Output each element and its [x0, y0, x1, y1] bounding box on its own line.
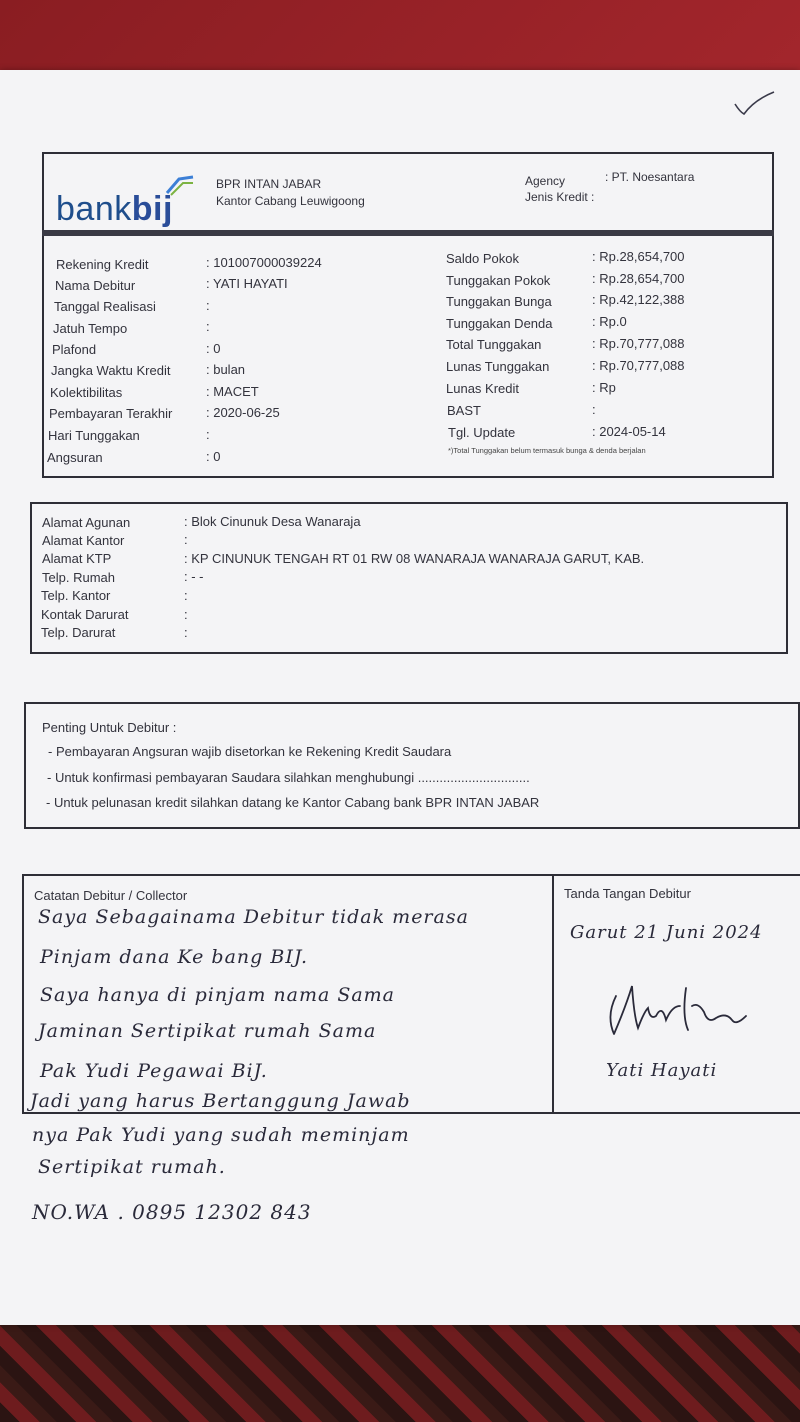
handwritten-line: Pinjam dana Ke bang BIJ. [40, 946, 309, 968]
notes-title: Catatan Debitur / Collector [34, 888, 188, 903]
background-fabric [0, 1320, 800, 1422]
field-value: : [206, 298, 210, 313]
field-label: Pembayaran Terakhir [49, 406, 173, 421]
notice-item: - Untuk konfirmasi pembayaran Saudara silahkan menghubungi ............................... [47, 770, 530, 785]
address-box [30, 502, 788, 654]
field-label: Saldo Pokok [446, 251, 519, 266]
field-label: BAST [447, 403, 481, 418]
notice-item: - Pembayaran Angsuran wajib disetorkan ke Rekening Kredit Saudara [48, 744, 452, 759]
handwritten-line: Jadi yang harus Bertanggung Jawab [30, 1090, 411, 1112]
handwritten-line: Jaminan Sertipikat rumah Sama [38, 1020, 377, 1042]
address-label: Alamat Kantor [42, 533, 125, 548]
logo-text-bank: bank [56, 190, 132, 228]
jenis-kredit-label: Jenis Kredit : [525, 190, 595, 204]
field-value: : [592, 402, 596, 417]
address-label: Telp. Kantor [41, 588, 111, 603]
field-value: : 0 [206, 449, 221, 464]
agency-label: Agency [525, 174, 566, 188]
field-label: Jatuh Tempo [53, 321, 128, 336]
field-value: : 101007000039224 [206, 255, 322, 270]
handwritten-line: nya Pak Yudi yang sudah meminjam [32, 1124, 410, 1146]
address-value: : KP CINUNUK TENGAH RT 01 RW 08 WANARAJA WANARAJA GARUT, KAB. [184, 551, 645, 566]
field-value: : bulan [206, 362, 246, 377]
address-label: Telp. Rumah [42, 570, 115, 585]
address-label: Telp. Darurat [41, 625, 116, 640]
signature-name: Yati Hayati [606, 1060, 718, 1081]
bank-logo [56, 190, 173, 229]
field-label: Total Tunggakan [446, 337, 542, 352]
field-label: Nama Debitur [55, 278, 136, 293]
field-label: Plafond [52, 342, 97, 357]
address-value: : [184, 625, 188, 640]
address-value: : - - [184, 569, 204, 584]
field-label: Hari Tunggakan [48, 428, 140, 443]
field-label: Kolektibilitas [50, 385, 123, 400]
field-label: Jangka Waktu Kredit [51, 363, 171, 378]
field-label: Lunas Tunggakan [446, 359, 550, 374]
field-value: : Rp.28,654,700 [592, 271, 685, 286]
field-value: : Rp [592, 380, 616, 395]
footnote: *)Total Tunggakan belum termasuk bunga & denda berjalan [448, 446, 646, 455]
header-divider [42, 230, 774, 236]
address-label: Alamat KTP [42, 551, 112, 566]
handwritten-line: Pak Yudi Pegawai BiJ. [40, 1060, 268, 1082]
field-label: Tunggakan Denda [446, 316, 553, 331]
check-mark-icon [730, 88, 780, 120]
handwritten-line: Sertipikat rumah. [38, 1156, 226, 1178]
agency-value: : PT. Noesantara [605, 170, 695, 184]
address-value: : [184, 588, 188, 603]
address-label: Kontak Darurat [41, 607, 129, 622]
field-value: : 2020-06-25 [206, 405, 280, 420]
field-value: : Rp.0 [592, 314, 627, 329]
signature-icon [596, 976, 756, 1046]
field-value: : Rp.70,777,088 [592, 358, 685, 373]
branch-name: Kantor Cabang Leuwigoong [216, 194, 365, 208]
notes-divider [552, 874, 554, 1112]
field-label: Angsuran [47, 450, 103, 465]
field-value: : 2024-05-14 [592, 424, 666, 439]
notice-item: - Untuk pelunasan kredit silahkan datang ke Kantor Cabang bank BPR INTAN JABAR [46, 795, 540, 810]
field-value: : [206, 427, 210, 442]
address-value: : Blok Cinunuk Desa Wanaraja [184, 514, 361, 529]
address-value: : [184, 607, 188, 622]
handwritten-line: Saya Sebagainama Debitur tidak merasa [38, 906, 469, 928]
notice-title: Penting Untuk Debitur : [42, 720, 177, 735]
field-value: : Rp.70,777,088 [592, 336, 685, 351]
field-value: : 0 [206, 341, 221, 356]
handwritten-line: Saya hanya di pinjam nama Sama [40, 984, 396, 1006]
handwritten-line: NO.WA . 0895 12302 843 [32, 1200, 312, 1224]
field-label: Tunggakan Pokok [446, 273, 551, 288]
bank-name: BPR INTAN JABAR [216, 177, 322, 191]
address-value: : [184, 532, 188, 547]
field-label: Tgl. Update [448, 425, 516, 440]
field-value: : MACET [206, 384, 259, 399]
field-value: : Rp.28,654,700 [592, 249, 685, 264]
address-label: Alamat Agunan [42, 515, 131, 530]
field-value: : YATI HAYATI [206, 276, 288, 291]
signature-title: Tanda Tangan Debitur [564, 886, 691, 901]
field-value: : [206, 319, 210, 334]
field-label: Tanggal Realisasi [54, 299, 156, 314]
field-label: Tunggakan Bunga [446, 294, 552, 309]
logo-swoosh-icon [165, 175, 195, 197]
field-label: Lunas Kredit [446, 381, 519, 396]
field-value: : Rp.42,122,388 [592, 292, 685, 307]
handwritten-date-place: Garut 21 Juni 2024 [570, 922, 763, 943]
logo-text-bij: bij [131, 190, 173, 228]
field-label: Rekening Kredit [56, 257, 149, 272]
